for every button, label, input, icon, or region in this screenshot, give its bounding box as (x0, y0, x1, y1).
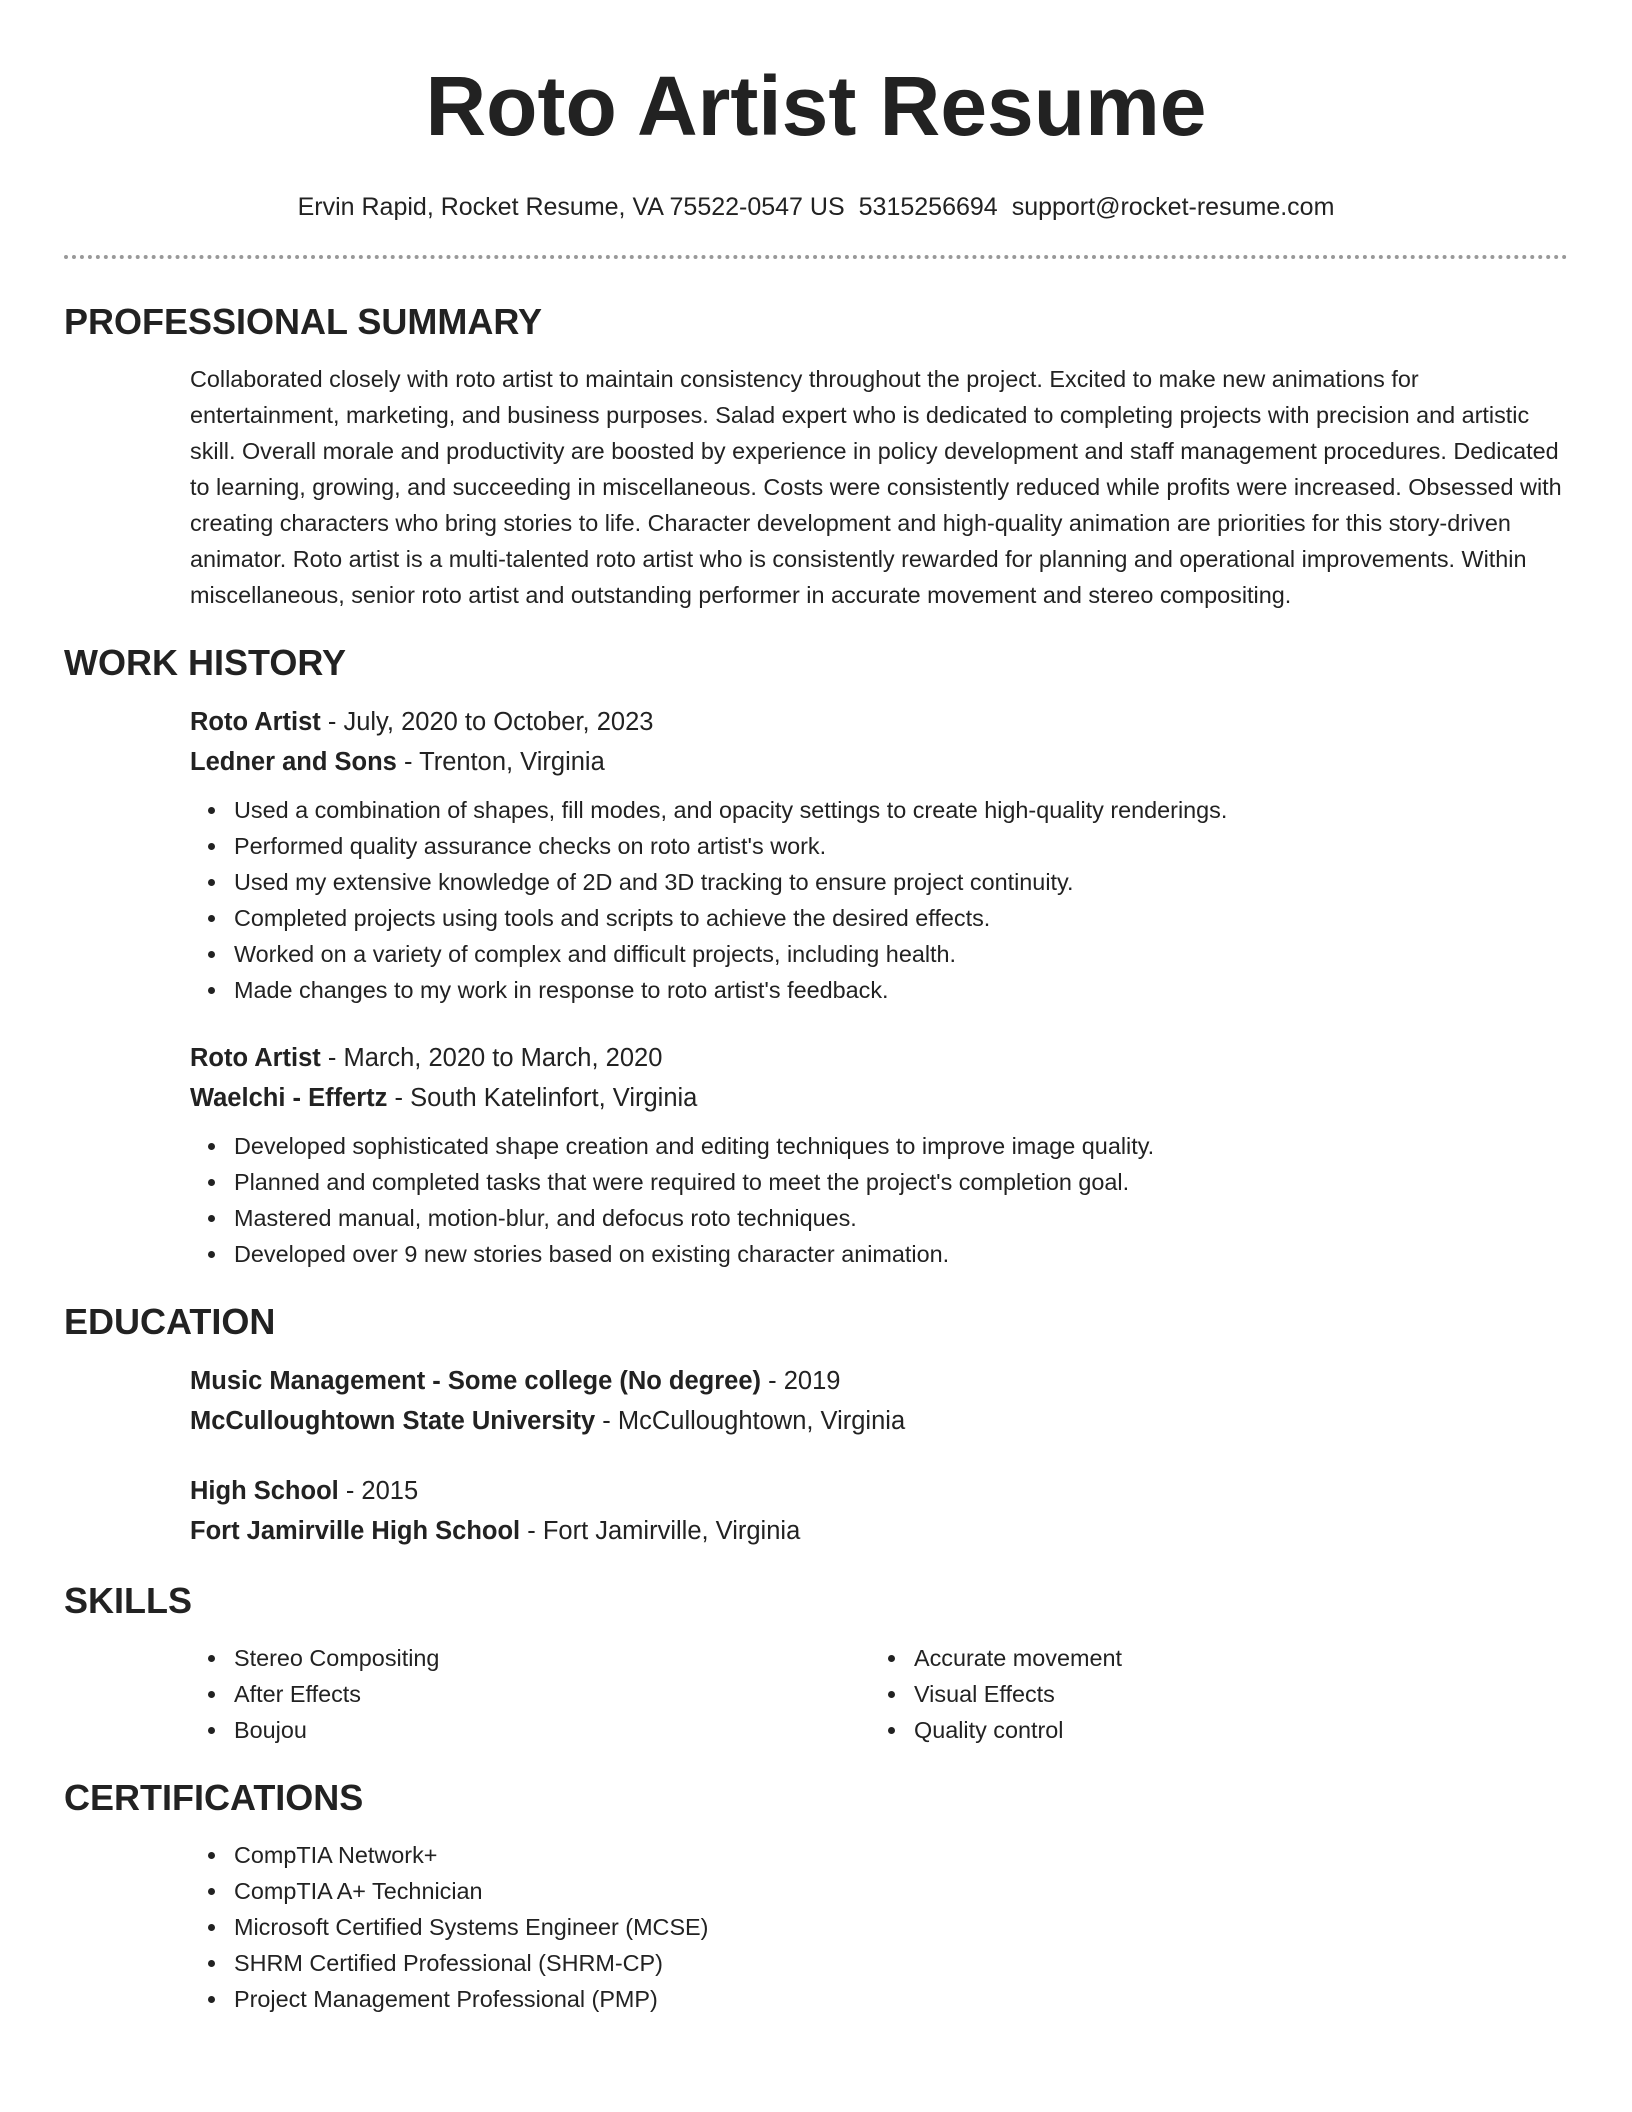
list-item: Microsoft Certified Systems Engineer (MCSE) (234, 1909, 1568, 1945)
job-company-line (190, 742, 1568, 782)
list-item: After Effects (234, 1676, 870, 1712)
job-company-line (190, 1078, 1568, 1118)
job-dates: - March, 2020 to March, 2020 (320, 1044, 663, 1072)
job-entry (64, 1038, 1568, 1272)
education-school-line (190, 1401, 1568, 1441)
education-degree: High School (190, 1477, 339, 1505)
job-title-line (190, 1038, 1568, 1078)
job-title: Roto Artist (190, 708, 321, 736)
education-degree: Music Management - Some college (No degree) (190, 1367, 762, 1395)
job-entry (64, 702, 1568, 1008)
header-divider (64, 255, 1568, 259)
list-item: CompTIA Network+ (234, 1837, 1568, 1873)
list-item: Boujou (234, 1712, 870, 1748)
education-degree-line (190, 1361, 1568, 1401)
list-item: Used a combination of shapes, fill modes, and opacity settings to create high-quality renderings. (234, 792, 1568, 828)
list-item: Stereo Compositing (234, 1640, 870, 1676)
job-title-line (190, 702, 1568, 742)
list-item: Project Management Professional (PMP) (234, 1981, 1568, 2017)
list-item: Used my extensive knowledge of 2D and 3D tracking to ensure project continuity. (234, 864, 1568, 900)
job-company: Ledner and Sons (190, 748, 397, 776)
certifications-list (190, 1837, 1568, 2017)
certifications-heading: CERTIFICATIONS (64, 1777, 364, 1818)
education-location: - Fort Jamirville, Virginia (520, 1517, 801, 1545)
job-company: Waelchi - Effertz (190, 1084, 388, 1112)
education-entry (64, 1361, 1568, 1441)
education-school: Fort Jamirville High School (190, 1517, 521, 1545)
job-bullets (190, 1128, 1568, 1272)
job-title: Roto Artist (190, 1044, 321, 1072)
certifications-section (64, 1837, 1568, 2017)
list-item: Quality control (914, 1712, 1550, 1748)
list-item: Made changes to my work in response to roto artist's feedback. (234, 972, 1568, 1008)
list-item: Performed quality assurance checks on roto artist's work. (234, 828, 1568, 864)
list-item: SHRM Certified Professional (SHRM-CP) (234, 1945, 1568, 1981)
education-entry (64, 1471, 1568, 1551)
list-item: Planned and completed tasks that were required to meet the project's completion goal. (234, 1164, 1568, 1200)
skills-list-right (870, 1640, 1550, 1748)
education-location: - McCulloughtown, Virginia (595, 1407, 906, 1435)
contact-line (64, 192, 1568, 222)
education-year: - 2015 (338, 1477, 419, 1505)
education-year: - 2019 (761, 1367, 841, 1395)
contact-address: Ervin Rapid, Rocket Resume, VA 75522-0547 US (297, 193, 845, 221)
skills-list-left (190, 1640, 870, 1748)
education-school: McCulloughtown State University (190, 1407, 596, 1435)
list-item: CompTIA A+ Technician (234, 1873, 1568, 1909)
summary-text: Collaborated closely with roto artist to maintain consistency throughout the project. Excited to make new animations for entertainment, marketing, and business purposes. Salad expert who is dedicated to completing projects with precision and artistic skill. Overall morale and productivity are boosted by experience in policy development and staff management procedures. Dedicated to learning, growing, and succeeding in miscellaneous. Costs were consistently reduced while profits were increased. Obsessed with creating characters who bring stories to life. Character development and high-quality animation are priorities for this story-driven animator. Roto artist is a multi-talented roto artist who is consistently rewarded for planning and operational improvements. Within miscellaneous, senior roto artist and outstanding performer in accurate movement and stereo compositing. (190, 366, 1562, 608)
job-location: - Trenton, Virginia (396, 748, 605, 776)
list-item: Developed sophisticated shape creation and editing techniques to improve image quality. (234, 1128, 1568, 1164)
contact-phone: 5315256694 (858, 193, 998, 221)
job-location: - South Katelinfort, Virginia (387, 1084, 698, 1112)
skills-section (64, 1640, 1568, 1748)
work-history-heading: WORK HISTORY (64, 642, 347, 683)
summary-section (64, 361, 1568, 613)
job-dates: - July, 2020 to October, 2023 (320, 708, 654, 736)
list-item: Mastered manual, motion-blur, and defocus roto techniques. (234, 1200, 1568, 1236)
resume-title: Roto Artist Resume (425, 59, 1207, 153)
list-item: Visual Effects (914, 1676, 1550, 1712)
summary-heading: PROFESSIONAL SUMMARY (64, 301, 543, 342)
list-item: Developed over 9 new stories based on existing character animation. (234, 1236, 1568, 1272)
skills-heading: SKILLS (64, 1580, 193, 1621)
contact-email: support@rocket-resume.com (1011, 193, 1335, 221)
education-school-line (190, 1511, 1568, 1551)
education-heading: EDUCATION (64, 1301, 276, 1342)
list-item: Completed projects using tools and scripts to achieve the desired effects. (234, 900, 1568, 936)
list-item: Accurate movement (914, 1640, 1550, 1676)
list-item: Worked on a variety of complex and difficult projects, including health. (234, 936, 1568, 972)
job-bullets (190, 792, 1568, 1008)
education-degree-line (190, 1471, 1568, 1511)
